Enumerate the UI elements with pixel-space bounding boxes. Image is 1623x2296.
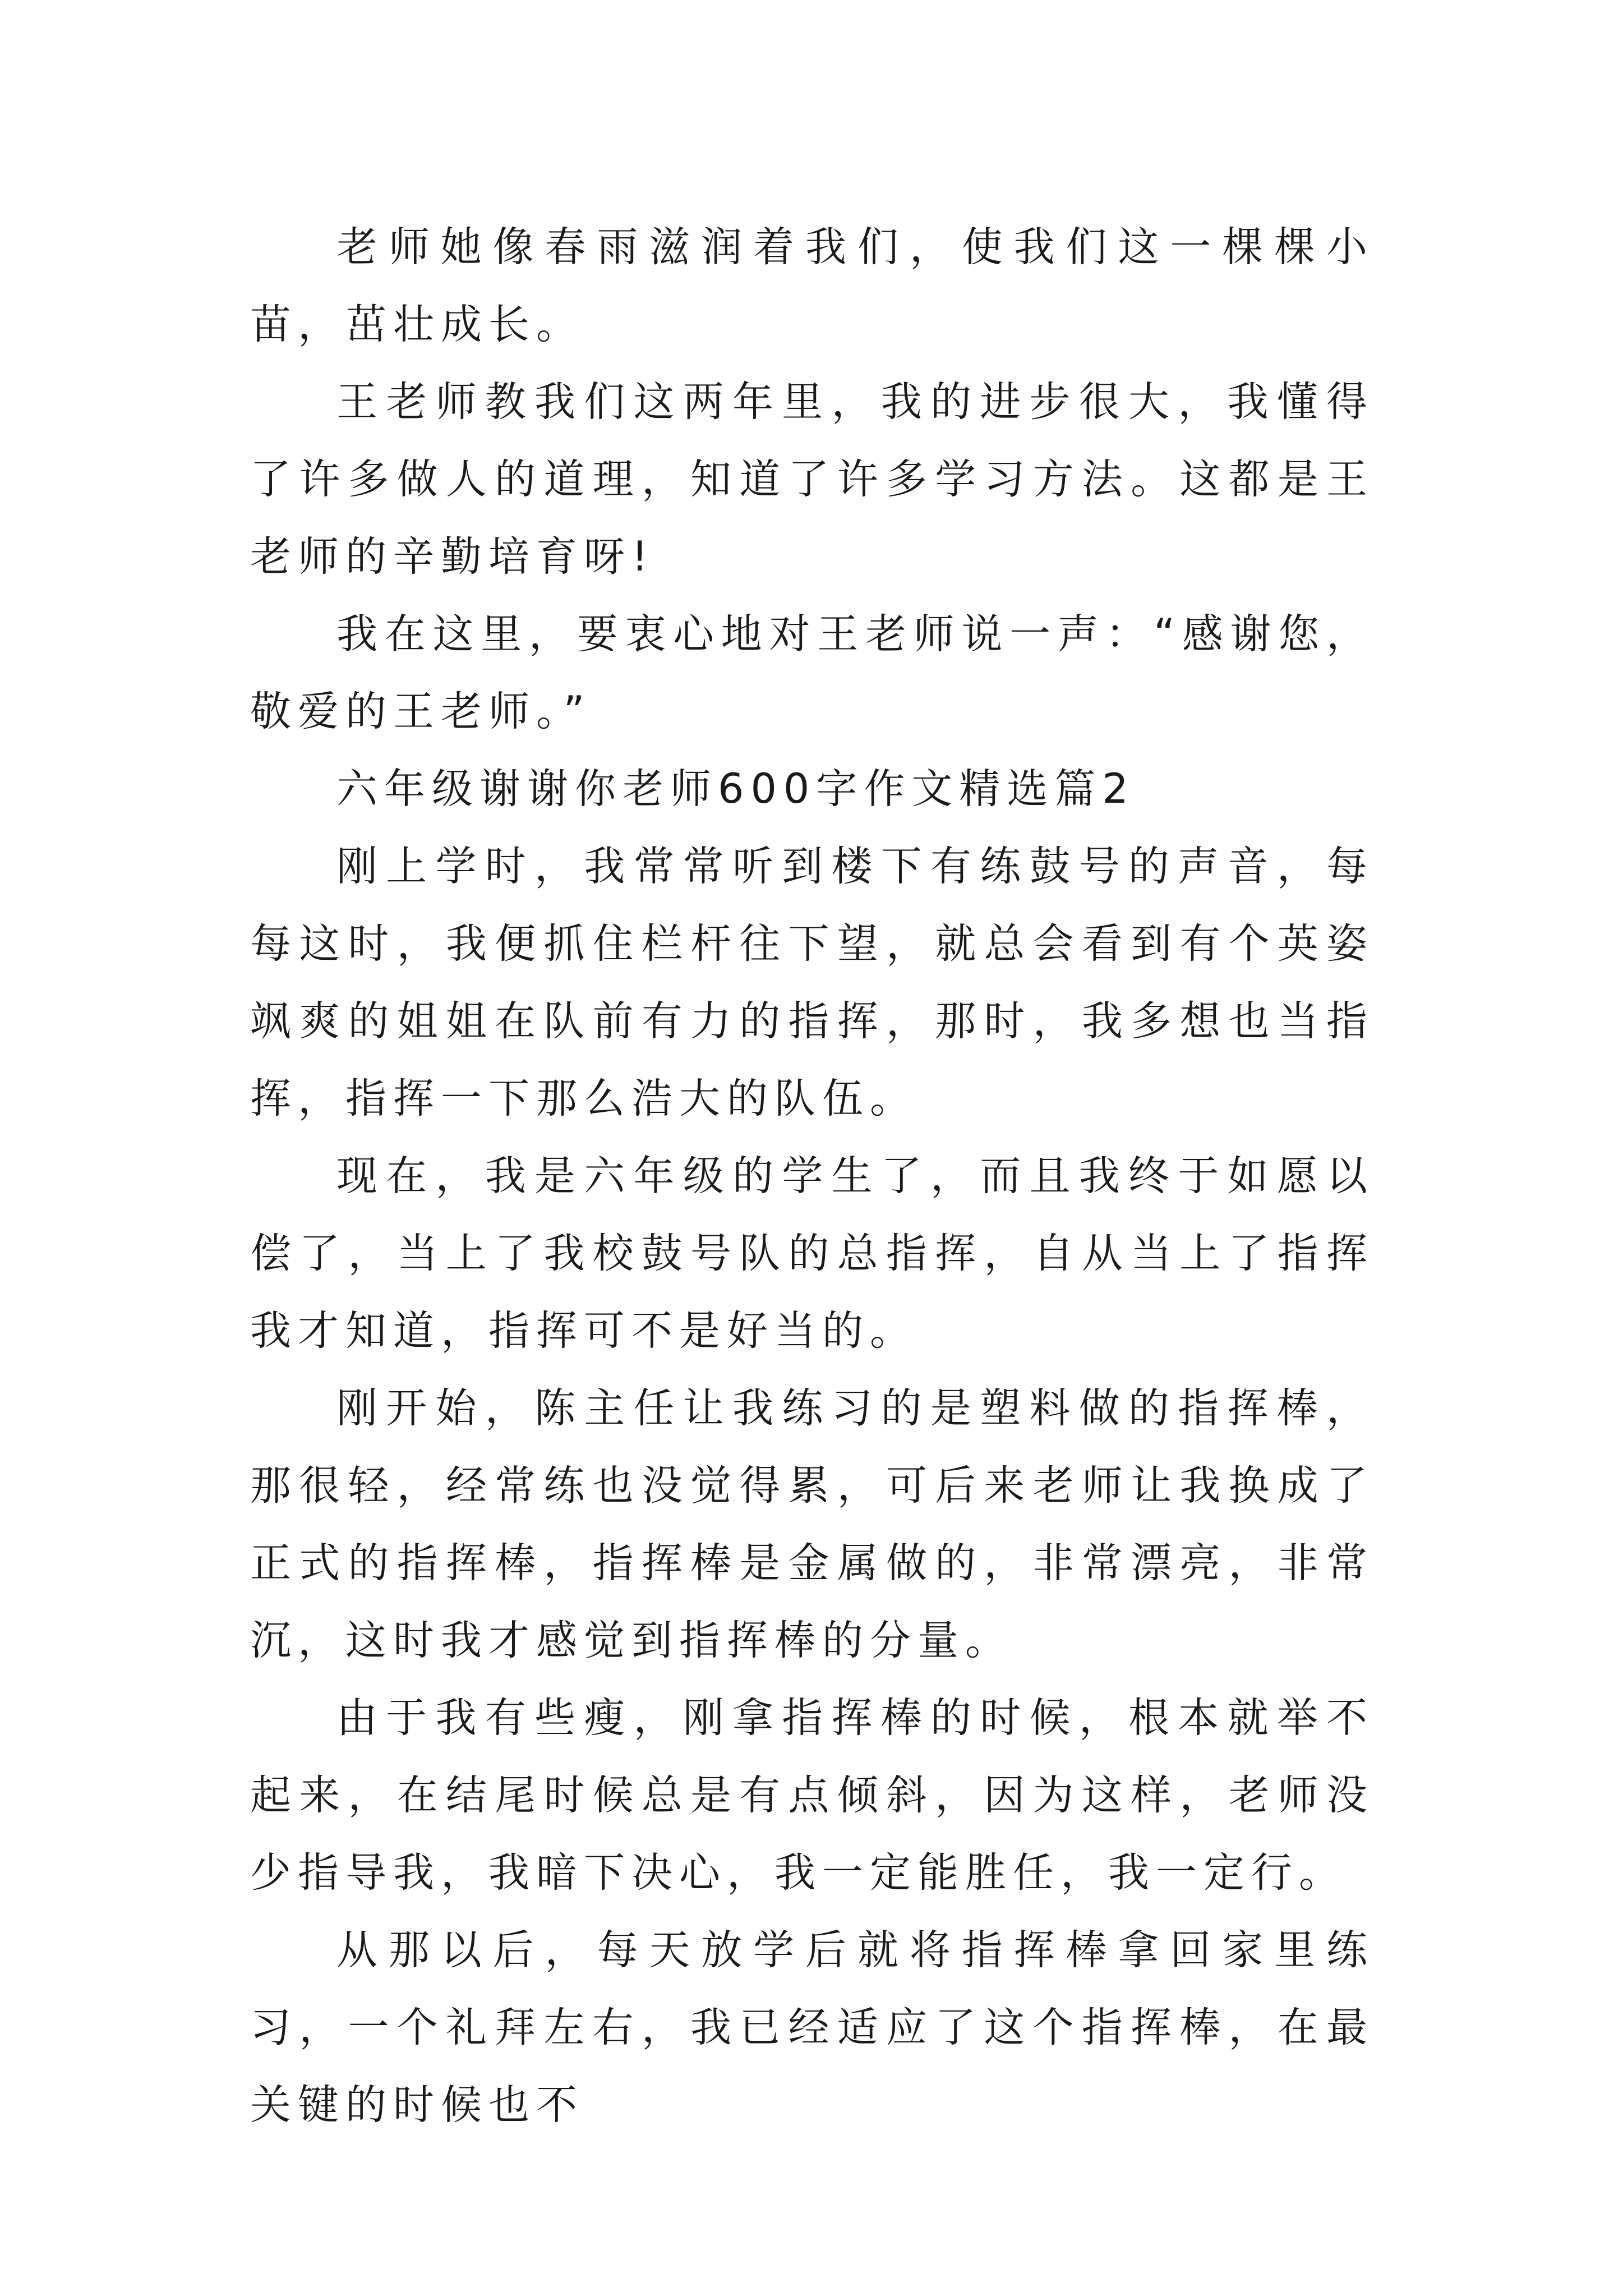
paragraph: 由于我有些瘦，刚拿指挥棒的时候，根本就举不起来，在结尾时候总是有点倾斜，因为这样，老师没少指导我，我暗下决心，我一定能胜任，我一定行。 bbox=[250, 1694, 1374, 1897]
paragraph: 老师她像春雨滋润着我们，使我们这一棵棵小苗，茁壮成长。 bbox=[250, 223, 1374, 348]
paragraph: 刚开始，陈主任让我练习的是塑料做的指挥棒，那很轻，经常练也没觉得累，可后来老师让我换成了正式的指挥棒，指挥棒是金属做的，非常漂亮，非常沉，这时我才感觉到指挥棒的分量。 bbox=[250, 1384, 1374, 1664]
paragraph: 刚上学时，我常常听到楼下有练鼓号的声音，每每这时，我便抓住栏杆往下望，就总会看到有个英姿飒爽的姐姐在队前有力的指挥，那时，我多想也当指挥，指挥一下那么浩大的队伍。 bbox=[250, 843, 1374, 1122]
paragraph: 王老师教我们这两年里，我的进步很大，我懂得了许多做人的道理，知道了许多学习方法。这都是王老师的辛勤培育呀! bbox=[250, 378, 1374, 581]
section-heading: 六年级谢谢你老师600字作文精选篇2 bbox=[336, 765, 1135, 813]
paragraph: 从那以后，每天放学后就将指挥棒拿回家里练习，一个礼拜左右，我已经适应了这个指挥棒，在最关键的时候也不 bbox=[250, 1926, 1374, 2129]
document-body bbox=[250, 209, 1374, 2144]
paragraph: 我在这里，要衷心地对王老师说一声：“感谢您，敬爱的王老师。” bbox=[250, 610, 1374, 735]
paragraph: 现在，我是六年级的学生了，而且我终于如愿以偿了，当上了我校鼓号队的总指挥，自从当上了指挥我才知道，指挥可不是好当的。 bbox=[250, 1152, 1374, 1355]
